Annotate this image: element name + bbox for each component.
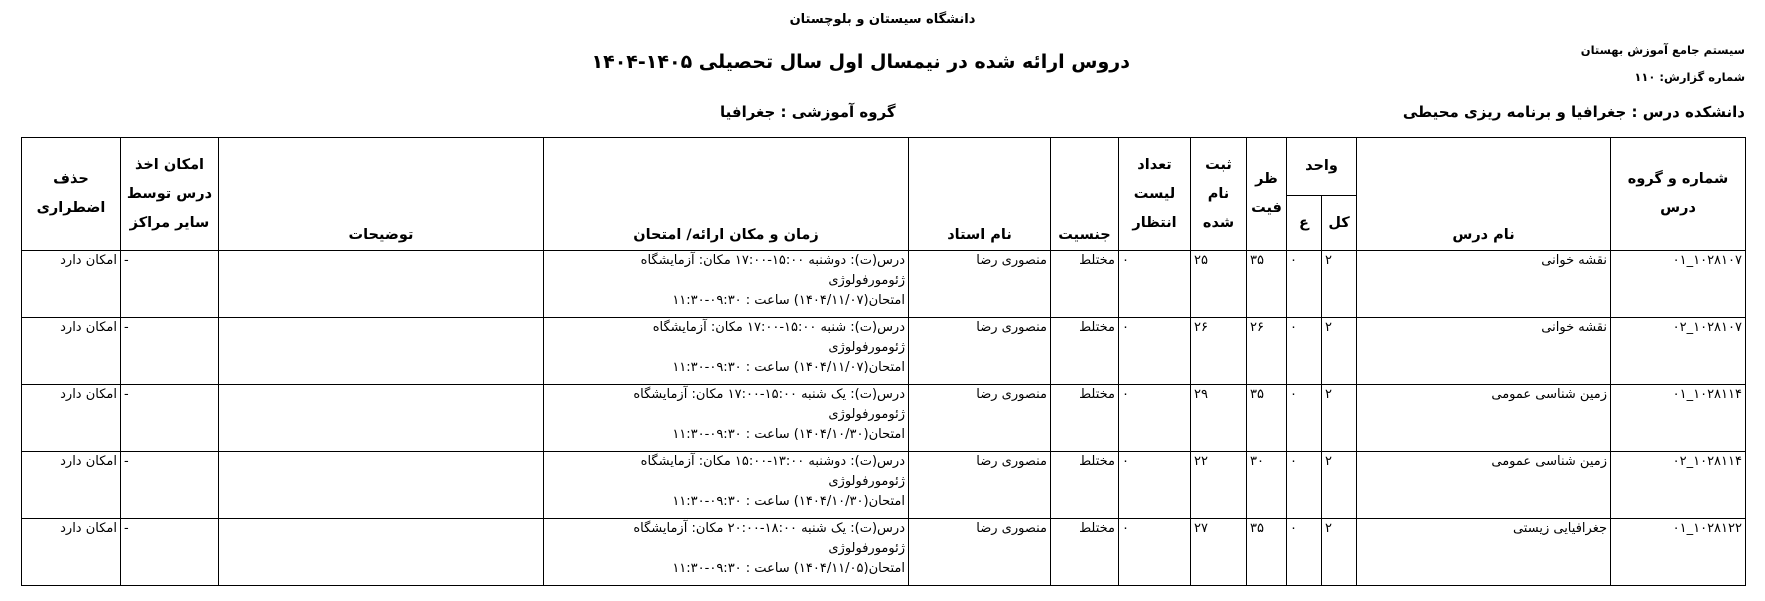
course-code: ۱۰۲۸۱۰۷_۰۱ — [1611, 251, 1746, 318]
course-code: ۱۰۲۸۱۲۲_۰۱ — [1611, 519, 1746, 586]
units-total: ۲ — [1322, 385, 1357, 452]
schedule-exam: امتحان(۱۴۰۴/۱۰/۳۰) ساعت : ۰۹:۳۰-۱۱:۳۰ — [672, 494, 905, 509]
schedule-cell — [544, 519, 909, 586]
courses-table — [21, 137, 1746, 586]
units-practical: ۰ — [1287, 251, 1322, 318]
waitlist-count: ۰ — [1119, 385, 1191, 452]
registered-count: ۲۲ — [1191, 452, 1247, 519]
schedule-exam: امتحان(۱۴۰۴/۱۱/۰۵) ساعت : ۰۹:۳۰-۱۱:۳۰ — [672, 561, 905, 576]
units-practical: ۰ — [1287, 385, 1322, 452]
department-label: گروه آموزشی : جغرافیا — [720, 103, 896, 121]
registered-count: ۲۷ — [1191, 519, 1247, 586]
capacity: ۳۰ — [1247, 452, 1287, 519]
header-units-total: کل — [1322, 196, 1357, 251]
notes-cell — [219, 251, 544, 318]
notes-cell — [219, 318, 544, 385]
schedule-location: ژئومورفولوژی — [828, 407, 905, 422]
instructor-name: منصوری رضا — [909, 519, 1051, 586]
units-total: ۲ — [1322, 452, 1357, 519]
gender: مختلط — [1051, 385, 1119, 452]
units-practical: ۰ — [1287, 452, 1322, 519]
capacity: ۳۵ — [1247, 251, 1287, 318]
other-centers-cell: - — [121, 452, 219, 519]
units-total: ۲ — [1322, 519, 1357, 586]
schedule-class-time: درس(ت): یک شنبه ۱۵:۰۰-۱۷:۰۰ مکان: آزمایشگاه — [633, 387, 905, 402]
emergency-drop-cell: امکان دارد — [22, 385, 121, 452]
course-name: جغرافیایی زیستی — [1357, 519, 1611, 586]
capacity: ۳۵ — [1247, 519, 1287, 586]
waitlist-count: ۰ — [1119, 318, 1191, 385]
emergency-drop-cell: امکان دارد — [22, 318, 121, 385]
schedule-exam: امتحان(۱۴۰۴/۱۱/۰۷) ساعت : ۰۹:۳۰-۱۱:۳۰ — [672, 360, 905, 375]
system-name: سیستم جامع آموزش بهستان — [1580, 43, 1745, 57]
course-code: ۱۰۲۸۱۰۷_۰۲ — [1611, 318, 1746, 385]
schedule-location: ژئومورفولوژی — [828, 474, 905, 489]
instructor-name: منصوری رضا — [909, 452, 1051, 519]
waitlist-count: ۰ — [1119, 519, 1191, 586]
schedule-class-time: درس(ت): یک شنبه ۱۸:۰۰-۲۰:۰۰ مکان: آزمایشگاه — [633, 521, 905, 536]
registered-count: ۲۶ — [1191, 318, 1247, 385]
schedule-exam: امتحان(۱۴۰۴/۱۰/۳۰) ساعت : ۰۹:۳۰-۱۱:۳۰ — [672, 427, 905, 442]
instructor-name: منصوری رضا — [909, 251, 1051, 318]
other-centers-cell: - — [121, 251, 219, 318]
header-units-practical: ع — [1287, 196, 1322, 251]
units-practical: ۰ — [1287, 318, 1322, 385]
gender: مختلط — [1051, 519, 1119, 586]
units-total: ۲ — [1322, 251, 1357, 318]
instructor-name: منصوری رضا — [909, 385, 1051, 452]
course-code: ۱۰۲۸۱۱۴_۰۲ — [1611, 452, 1746, 519]
course-name: زمین شناسی عمومی — [1357, 385, 1611, 452]
emergency-drop-cell: امکان دارد — [22, 452, 121, 519]
units-practical: ۰ — [1287, 519, 1322, 586]
schedule-cell — [544, 251, 909, 318]
other-centers-cell: - — [121, 318, 219, 385]
instructor-name: منصوری رضا — [909, 318, 1051, 385]
registered-count: ۲۹ — [1191, 385, 1247, 452]
capacity: ۳۵ — [1247, 385, 1287, 452]
schedule-cell — [544, 385, 909, 452]
table-row — [22, 519, 1746, 586]
header-registered: ثبت نام شده — [1191, 138, 1247, 251]
other-centers-cell: - — [121, 519, 219, 586]
faculty-label: دانشکده درس : جغرافیا و برنامه ریزی محیطی — [1402, 103, 1745, 121]
header-schedule: زمان و مکان ارائه/ امتحان — [544, 138, 909, 251]
schedule-cell — [544, 452, 909, 519]
course-name: نقشه خوانی — [1357, 251, 1611, 318]
capacity: ۲۶ — [1247, 318, 1287, 385]
notes-cell — [219, 519, 544, 586]
table-row — [22, 251, 1746, 318]
header-course-name: نام درس — [1357, 138, 1611, 251]
schedule-class-time: درس(ت): دوشنبه ۱۳:۰۰-۱۵:۰۰ مکان: آزمایشگاه — [640, 454, 905, 469]
schedule-cell — [544, 318, 909, 385]
gender: مختلط — [1051, 318, 1119, 385]
table-row — [22, 452, 1746, 519]
gender: مختلط — [1051, 251, 1119, 318]
header-waitlist: تعداد لیست انتظار — [1119, 138, 1191, 251]
waitlist-count: ۰ — [1119, 251, 1191, 318]
units-total: ۲ — [1322, 318, 1357, 385]
gender: مختلط — [1051, 452, 1119, 519]
emergency-drop-cell: امکان دارد — [22, 251, 121, 318]
schedule-class-time: درس(ت): دوشنبه ۱۵:۰۰-۱۷:۰۰ مکان: آزمایشگاه — [640, 253, 905, 268]
header-other-centers: امکان اخذ درس توسط سایر مراکز — [121, 138, 219, 251]
report-number: شماره گزارش: ۱۱۰ — [1634, 70, 1745, 84]
other-centers-cell: - — [121, 385, 219, 452]
notes-cell — [219, 452, 544, 519]
table-row — [22, 318, 1746, 385]
course-name: نقشه خوانی — [1357, 318, 1611, 385]
course-code: ۱۰۲۸۱۱۴_۰۱ — [1611, 385, 1746, 452]
schedule-location: ژئومورفولوژی — [828, 541, 905, 556]
header-gender: جنسیت — [1051, 138, 1119, 251]
schedule-location: ژئومورفولوژی — [828, 273, 905, 288]
waitlist-count: ۰ — [1119, 452, 1191, 519]
course-name: زمین شناسی عمومی — [1357, 452, 1611, 519]
header-units: واحد — [1287, 138, 1357, 196]
notes-cell — [219, 385, 544, 452]
schedule-exam: امتحان(۱۴۰۴/۱۱/۰۷) ساعت : ۰۹:۳۰-۱۱:۳۰ — [672, 293, 905, 308]
report-title: دروس ارائه شده در نیمسال اول سال تحصیلی ۱۴۰۵-۱۴۰۴ — [591, 51, 1130, 73]
emergency-drop-cell: امکان دارد — [22, 519, 121, 586]
header-course-code: شماره و گروه درس — [1611, 138, 1746, 251]
header-emergency-drop: حذف اضطراری — [22, 138, 121, 251]
table-row — [22, 385, 1746, 452]
schedule-class-time: درس(ت): شنبه ۱۵:۰۰-۱۷:۰۰ مکان: آزمایشگاه — [652, 320, 905, 335]
header-notes: توضیحات — [219, 138, 544, 251]
registered-count: ۲۵ — [1191, 251, 1247, 318]
header-capacity: ظر فیت — [1247, 138, 1287, 251]
university-name: دانشگاه سیستان و بلوچستان — [789, 12, 976, 27]
header-instructor: نام استاد — [909, 138, 1051, 251]
schedule-location: ژئومورفولوژی — [828, 340, 905, 355]
